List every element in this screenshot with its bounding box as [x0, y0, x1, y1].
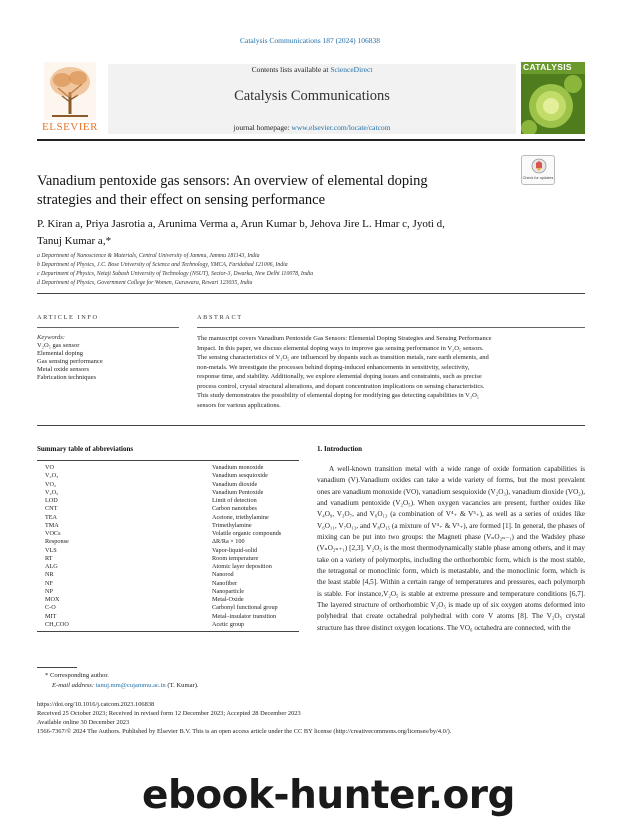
abbreviation-term: CNT	[45, 505, 58, 513]
abbreviation-term: TEA	[45, 513, 58, 521]
abbreviation-meaning: Nanorod	[212, 571, 234, 579]
affiliation-b: b Department of Physics, J.C. Bose University of Science and Technology, YMCA, Faridabad 121006, India	[37, 262, 288, 268]
abstract-line: sensors for various applications.	[197, 401, 281, 409]
abstract-heading: ABSTRACT	[197, 314, 243, 321]
abbreviation-term: RT	[45, 554, 53, 562]
author-line-2[interactable]: Tanuj Kumar a,*	[37, 235, 112, 247]
available-online: Available online 30 December 2023	[37, 719, 130, 726]
abbreviation-term: NR	[45, 571, 54, 579]
journal-reference-link[interactable]: Catalysis Communications 187 (2024) 106838	[240, 36, 380, 45]
paper-title	[37, 172, 507, 210]
check-for-updates-button[interactable]	[521, 155, 555, 185]
abstract-rule	[197, 327, 585, 328]
table-row	[45, 604, 295, 612]
table-bottom-rule	[37, 631, 299, 632]
abbreviation-term: MOX	[45, 596, 60, 603]
email-label: E-mail address:	[52, 682, 96, 689]
email-link[interactable]: tanuj.mm@cujammu.ac.in	[95, 682, 166, 689]
abstract-line: response time, and stability. Additionally, we explore elemental doping issues and constraints, such as precise	[197, 373, 482, 380]
keyword-item: Elemental doping	[37, 350, 84, 357]
table-row	[45, 530, 295, 538]
affiliation-a: a Department of Nanoscience & Materials, Central University of Jammu, Jammu 181143, India	[37, 253, 260, 259]
abbreviation-meaning: Vanadium sesquioxide	[212, 472, 268, 480]
table-row	[45, 621, 295, 629]
table-row	[45, 596, 295, 604]
affiliation-c: c Department of Physics, Netaji Subash University of Technology (NSUT), Sector-3, Dwarka, New Delhi 110078, India	[37, 271, 314, 277]
table-row	[45, 464, 295, 472]
abbreviation-term: VO₂	[45, 480, 57, 488]
table-row	[45, 571, 295, 579]
keyword-item: Metal oxide sensors	[37, 366, 89, 373]
abbreviation-meaning: Vanadium dioxide	[212, 480, 258, 488]
footnote-rule	[37, 667, 77, 668]
abbreviation-meaning: Carbonyl functional group	[212, 604, 278, 612]
abstract-line: non-metals. We investigate the processes behind doping-induced enhancements in sensitivity, selectivity,	[197, 363, 470, 371]
table-row	[45, 497, 295, 505]
affiliation-d: d Department of Physics, Government College for Women, Gurawara, Rewari 123035, India	[37, 280, 253, 286]
abbreviation-term: V₂O₃	[45, 472, 59, 480]
abbreviation-term: VOCs	[45, 530, 61, 537]
license-statement: 1566-7367/© 2024 The Authors. Published by Elsevier B.V. This is an open access article under the CC BY license (http://creativecommons.org/licenses/by/4.0/).	[37, 728, 452, 735]
table-row	[45, 481, 295, 489]
check-updates-icon	[531, 158, 547, 174]
abbreviation-meaning: Volatile organic compounds	[212, 530, 282, 537]
abbreviation-term: VLS	[45, 546, 57, 554]
abbreviation-term: C-O	[45, 604, 56, 612]
journal-title: Catalysis Communications	[234, 88, 390, 104]
author-line-1[interactable]: P. Kiran a, Priya Jasrotia a, Arunima Verma a, Arun Kumar b, Jehova Jire L. Hmar c, Jyoti d,	[37, 218, 445, 230]
table-row	[45, 489, 295, 497]
abbreviation-term: V₂O₅	[45, 488, 59, 496]
abbreviation-meaning: Metal-Oxide	[212, 596, 244, 603]
abbreviation-meaning: ΔR/Ra × 100	[212, 538, 245, 546]
abbreviation-meaning: Room temperature	[212, 554, 259, 562]
abbreviation-term: MIT	[45, 612, 57, 620]
abbreviation-term: LOD	[45, 497, 58, 504]
table-row	[45, 580, 295, 588]
cover-art-icon	[521, 74, 585, 134]
abbreviation-meaning: Nanoparticle	[212, 587, 244, 595]
homepage-prefix: journal homepage:	[233, 123, 292, 132]
author-list	[37, 216, 507, 250]
received-dates: Received 25 October 2023; Received in revised form 12 December 2023; Accepted 28 December 2023	[37, 710, 301, 717]
abbreviation-meaning: Atomic layer deposition	[212, 563, 272, 570]
table-row	[45, 538, 295, 546]
table-top-rule	[37, 460, 299, 461]
abbreviation-term: TMA	[45, 521, 59, 529]
article-info-heading: ARTICLE INFO	[37, 314, 99, 321]
abbreviation-term: Response	[45, 538, 69, 546]
homepage-line	[108, 123, 516, 132]
table-row	[45, 547, 295, 555]
table-row	[45, 514, 295, 522]
table-row	[45, 472, 295, 480]
abbreviation-meaning: Vapor-liquid-solid	[212, 546, 258, 554]
paper-title-line-2: strategies and their effect on sensing performance	[37, 192, 326, 208]
abbreviation-meaning: Vanadium monoxide	[212, 464, 264, 471]
journal-cover-image	[521, 62, 585, 134]
article-info-rule	[37, 327, 179, 328]
abbreviation-term: NF	[45, 579, 53, 587]
abbreviation-term: NP	[45, 587, 53, 595]
abbreviation-meaning: Nanofiber	[212, 579, 238, 587]
homepage-link[interactable]: www.elsevier.com/locate/catcom	[291, 123, 391, 132]
publisher-name: ELSEVIER	[42, 121, 98, 133]
email-footnote	[52, 682, 199, 689]
abstract-line: The sensing characteristics of V₂O₅ are influenced by dopants such as transition metals, rare earth elements, and	[197, 354, 489, 361]
corresponding-author-note: * Corresponding author.	[45, 672, 109, 679]
abstract-line: The manuscript covers Vanadium Pentoxide Gas Sensors: Elemental Doping Strategies and Sensing Performance	[197, 335, 492, 342]
table-row	[45, 613, 295, 621]
keyword-item: V₂O₅ gas sensor	[37, 342, 80, 349]
header-divider	[37, 139, 585, 141]
abstract-line: Impact. In this paper, we discuss elemental doping ways to improve gas sensing performance in V₂O₅ sensors.	[197, 344, 484, 352]
doi-link[interactable]: https://doi.org/10.1016/j.catcom.2023.106838	[37, 701, 155, 708]
watermark-text: ebook-hunter.org	[142, 773, 515, 818]
contents-line	[108, 65, 516, 74]
table-row	[45, 505, 295, 513]
body-divider	[37, 425, 585, 426]
abstract-line: process control, crystal structural alterations, and dopant concentration implications on sensing characteristics.	[197, 382, 485, 390]
summary-table-title: Summary table of abbreviations	[37, 445, 134, 453]
keywords-label: Keywords:	[37, 334, 65, 341]
abstract-line: This study demonstrates the possibility of elemental doping for modifying gas detecting capabilities in V₂O₅	[197, 392, 480, 399]
keyword-item: Fabrication techniques	[37, 374, 97, 381]
elsevier-tree-icon	[44, 62, 96, 120]
abstract-body	[197, 334, 585, 410]
table-row	[45, 563, 295, 571]
abbreviation-meaning: Carbon nanotubes	[212, 505, 257, 513]
abbreviation-meaning: Acetic group	[212, 620, 245, 628]
elsevier-logo	[37, 62, 103, 134]
table-row	[45, 522, 295, 530]
abbreviation-meaning: Limit of detection	[212, 497, 257, 504]
abbreviation-meaning: Trimethylamine	[212, 521, 252, 529]
abbreviation-term: VO	[45, 464, 54, 471]
section-divider	[37, 293, 585, 294]
introduction-heading: 1. Introduction	[317, 445, 362, 453]
sciencedirect-link[interactable]: ScienceDirect	[330, 65, 373, 74]
check-for-updates-label: Check for updates	[522, 176, 554, 180]
paper-title-line-1: Vanadium pentoxide gas sensors: An overview of elemental doping	[37, 173, 428, 189]
introduction-body: A well-known transition metal with a wide range of oxide formation capabilities is vanadium (V).Vanadium oxides can take a wide variety of forms, but the most prevalent ones are vanadium monoxide (VO), vanadium sesquioxide (V₂O₃), vanadium dioxide (VO₂), and vanadium pentoxide (V₂O₅). When oxygen vacancies are present, further oxides like V₄O₉, V₃O₇, and V₆O₁₃ (a combination of V⁴₊ & V⁵₊), as well as a series of oxides like V₆O₁₁, V₇O₁₃, and V₈O₁₅ (a mixture of V⁴₊ & V³₊), are formed [1]. In general, the phases of mixing can be put into two groups: the Magneti phase (VₙO₂ₙ₋₁) and the Wadsley phase (VₙO₂ₙ₊₁) [2,3]. V₂O₅ is the most thermodynamically stable phase among others, and it may take on a variety of polymorphs, including the orthorhombic form, which is the most stable, the tetragonal or monoclinic form, which is metastable, and the monoclinic form, which is the least stable [4,5]. Within a certain range of temperatures and pressures, each polymorph is stable. For instance,V₂O₅ is stable at extreme pressure and temperature conditions [6,7]. The layered structure of orthorhombic V₂O₅ is made up of six oxygen atoms deformed into polyhedral that create octahedral polyhedral with core V atoms [8]. The V₂O₅ crystal structure has three distinct oxygen locations. The VO₆ octahedra are connected, with the	[317, 465, 585, 632]
table-row	[45, 555, 295, 563]
keyword-item: Gas sensing performance	[37, 358, 103, 365]
abbreviation-term: CH₃COO	[45, 620, 69, 628]
email-suffix: (T. Kumar).	[165, 682, 199, 689]
abbreviation-term: ALG	[45, 563, 58, 570]
cover-title: CATALYSIS	[523, 62, 572, 72]
abbreviation-meaning: Vanadium Pentoxide	[212, 488, 264, 496]
contents-prefix: Contents lists available at	[251, 65, 331, 74]
table-row	[45, 588, 295, 596]
abbreviation-meaning: Metal–insulator transition	[212, 612, 277, 620]
abbreviation-meaning: Acetone, triethylamine	[212, 513, 269, 521]
